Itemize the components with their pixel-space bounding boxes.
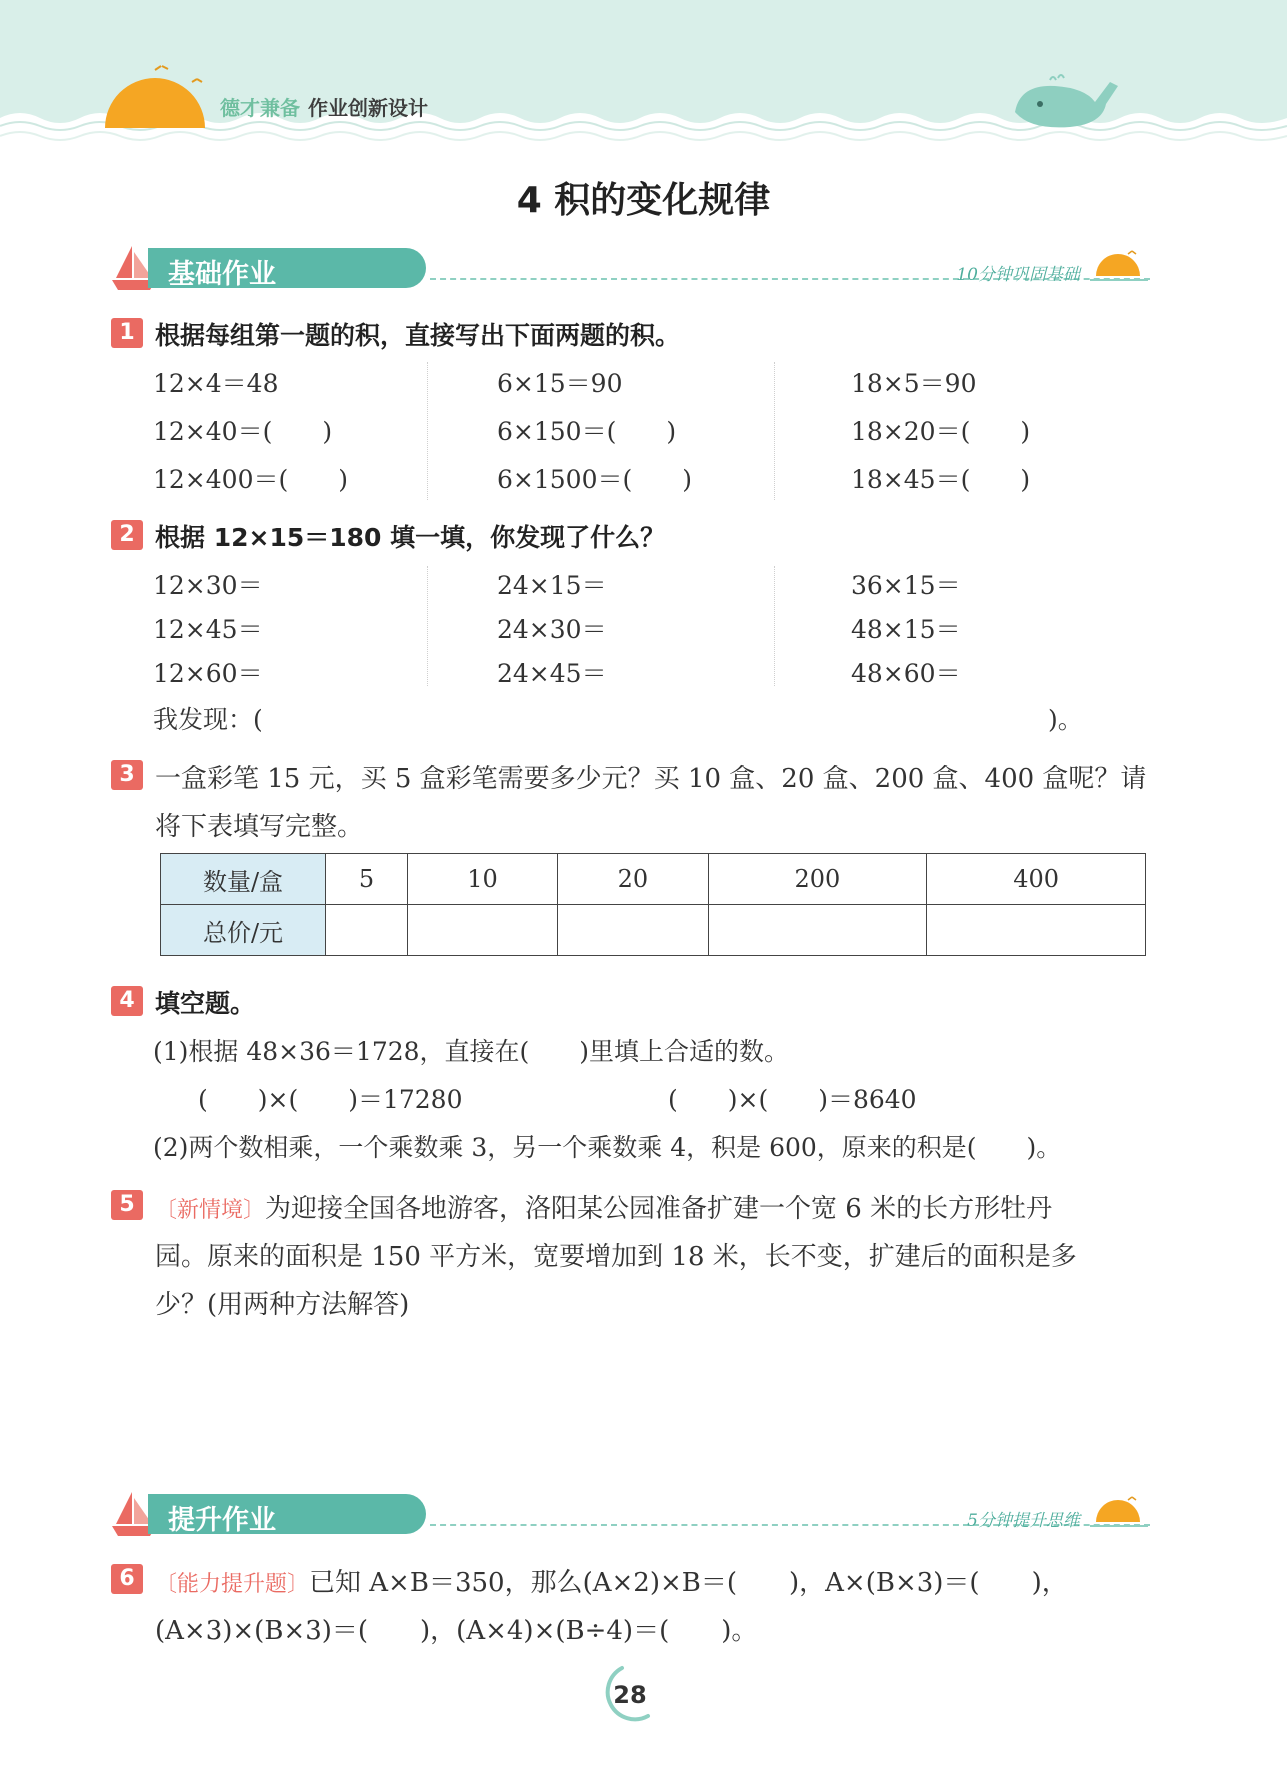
q1-equation: 18×5＝90 xyxy=(851,369,977,398)
q1-equation: 12×4＝48 xyxy=(153,369,279,398)
q2-equation: 24×45＝ xyxy=(497,659,607,688)
new-context-tag: 〔新情境〕 xyxy=(155,1198,266,1223)
question-6-line-1-text: 已知 A×B＝350，那么(A×2)×B＝( )，A×(B×3)＝( )， xyxy=(309,1568,1068,1598)
q2-equation: 12×45＝ xyxy=(153,615,263,644)
table-cell-total-blank[interactable] xyxy=(927,905,1146,956)
table-cell-total-blank[interactable] xyxy=(407,905,557,956)
whale-icon xyxy=(1010,72,1120,132)
question-number-6: 6 xyxy=(111,1564,143,1594)
q2-equation: 36×15＝ xyxy=(851,571,961,600)
question-2-text: 根据 12×15＝180 填一填，你发现了什么？ xyxy=(155,523,666,552)
q2-equation: 12×30＝ xyxy=(153,571,263,600)
column-divider xyxy=(774,362,775,500)
ability-tag: 〔能力提升题〕 xyxy=(155,1572,310,1597)
table-cell-quantity: 20 xyxy=(558,854,708,905)
question-5-line-1-text: 为迎接全国各地游客，洛阳某公园准备扩建一个宽 6 米的长方形牡丹 xyxy=(265,1194,1053,1224)
section-basic-header xyxy=(110,242,1150,298)
brand-dark-text: 作业创新设计 xyxy=(308,96,428,120)
page-title: 4 积的变化规律 xyxy=(516,180,771,221)
q4-part-1: (1)根据 48×36＝1728，直接在( )里填上合适的数。 xyxy=(153,1037,790,1066)
column-divider xyxy=(774,566,775,686)
question-3-line-2: 将下表填写完整。 xyxy=(155,812,364,842)
mini-sun-icon xyxy=(1090,1496,1150,1532)
table-cell-total-blank[interactable] xyxy=(558,905,708,956)
section-basic-time: 10分钟巩固基础 xyxy=(956,265,1080,285)
q2-equation: 48×60＝ xyxy=(851,659,961,688)
section-advanced-header xyxy=(110,1488,1150,1544)
question-5-line-3: 少？(用两种方法解答) xyxy=(155,1290,410,1320)
question-5-line-1 xyxy=(155,1188,1052,1225)
q4-part-1b: ( )×( )＝8640 xyxy=(668,1085,917,1114)
table-cell-quantity: 5 xyxy=(326,854,408,905)
question-6-line-2: (A×3)×(B×3)＝( )，(A×4)×(B÷4)＝( )。 xyxy=(155,1616,758,1646)
table-cell-quantity: 400 xyxy=(927,854,1146,905)
question-1-text: 根据每组第一题的积，直接写出下面两题的积。 xyxy=(155,321,681,350)
mini-sun-icon xyxy=(1090,250,1150,286)
q1-equation: 6×15＝90 xyxy=(497,369,623,398)
section-advanced-label: 提升作业 xyxy=(168,1505,276,1536)
table-header-total: 总价/元 xyxy=(161,905,326,956)
brand-title xyxy=(220,92,428,121)
question-number-1: 1 xyxy=(111,318,143,348)
sun-icon xyxy=(100,60,210,130)
table-row xyxy=(161,854,1146,905)
q1-equation: 18×20＝( ) xyxy=(851,417,1031,446)
q1-equation: 6×150＝( ) xyxy=(497,417,677,446)
section-basic-label: 基础作业 xyxy=(168,259,276,290)
question-3-line-1: 一盒彩笔 15 元，买 5 盒彩笔需要多少元？买 10 盒、20 盒、200 盒、400 盒呢？请 xyxy=(155,764,1147,794)
table-cell-quantity: 10 xyxy=(407,854,557,905)
table-cell-total-blank[interactable] xyxy=(326,905,408,956)
question-6-line-1 xyxy=(155,1562,1068,1599)
price-table xyxy=(160,853,1146,956)
q4-part-2: (2)两个数相乘，一个乘数乘 3，另一个乘数乘 4，积是 600，原来的积是( )。 xyxy=(153,1133,1062,1162)
question-5-line-2: 园。原来的面积是 150 平方米，宽要增加到 18 米，长不变，扩建后的面积是多 xyxy=(155,1242,1077,1272)
q1-equation: 6×1500＝( ) xyxy=(497,465,692,494)
q2-found-label: 我发现：( xyxy=(153,705,263,734)
table-header-quantity: 数量/盒 xyxy=(161,854,326,905)
q2-found-end: )。 xyxy=(1048,705,1083,734)
brand-green-text: 德才兼备 xyxy=(220,96,300,120)
q2-equation: 12×60＝ xyxy=(153,659,263,688)
q1-equation: 12×40＝( ) xyxy=(153,417,333,446)
question-number-4: 4 xyxy=(111,986,143,1016)
question-number-2: 2 xyxy=(111,520,143,550)
column-divider xyxy=(427,566,428,686)
question-4-text: 填空题。 xyxy=(155,989,256,1018)
column-divider xyxy=(427,362,428,500)
table-cell-quantity: 200 xyxy=(708,854,927,905)
page-number: 28 xyxy=(613,1681,647,1709)
q4-part-1a: ( )×( )＝17280 xyxy=(198,1085,463,1114)
question-number-3: 3 xyxy=(111,760,143,790)
table-row xyxy=(161,905,1146,956)
q2-equation: 24×15＝ xyxy=(497,571,607,600)
q2-equation: 48×15＝ xyxy=(851,615,961,644)
table-cell-total-blank[interactable] xyxy=(708,905,927,956)
question-number-5: 5 xyxy=(111,1190,143,1220)
q1-equation: 18×45＝( ) xyxy=(851,465,1031,494)
section-advanced-time: 5分钟提升思维 xyxy=(967,1511,1080,1531)
q1-equation: 12×400＝( ) xyxy=(153,465,348,494)
q2-equation: 24×30＝ xyxy=(497,615,607,644)
